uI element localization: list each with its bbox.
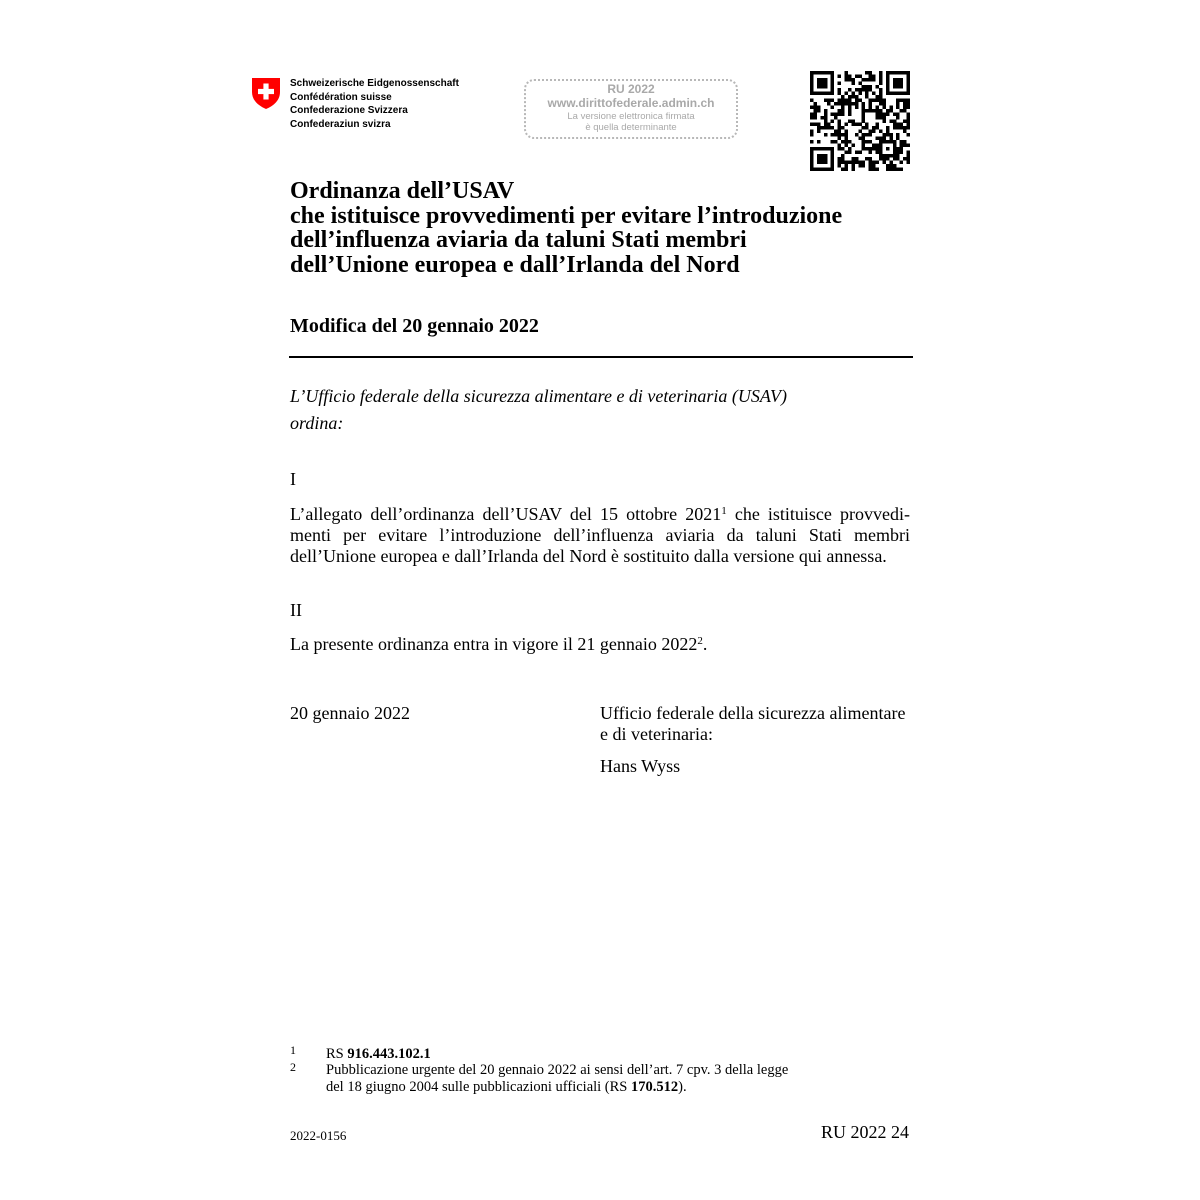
footnote-number-2: 2 (290, 1060, 296, 1074)
title-line: che istituisce provvedimenti per evitare l’introduzione (290, 202, 843, 229)
swiss-cross-icon (251, 77, 281, 110)
signing-authority-line1: Ufficio federale della sicurezza alimentare (600, 703, 906, 723)
footnote-reference-2: 2 (697, 635, 703, 647)
footnote-rs-number: 170.512 (631, 1079, 679, 1095)
footnote-reference-1: 1 (721, 505, 727, 517)
footnote-2-line1: Pubblicazione urgente del 20 gennaio 2022 ai sensi dell’art. 7 cpv. 3 della legge (326, 1062, 789, 1078)
qr-code-modules (810, 71, 910, 171)
footnote-1 (326, 1046, 431, 1063)
document-title (290, 179, 842, 277)
section-number-2: II (290, 600, 302, 620)
paragraph-line: menti per evitare l’introduzione dell’influenza aviaria da taluni Stati membri (290, 525, 910, 545)
footnote-text: ). (678, 1079, 687, 1095)
title-line: dell’Unione europea e dall’Irlanda del Nord (290, 251, 740, 278)
section-number-1: I (290, 469, 296, 489)
footnote-text: RS (326, 1046, 348, 1062)
signature-date: 20 gennaio 2022 (290, 703, 410, 723)
document-number: 2022-0156 (290, 1128, 347, 1143)
footnote-number-1: 1 (290, 1043, 296, 1057)
signing-authority-line2: e di veterinaria: (600, 724, 713, 744)
confederation-name-de: Schweizerische Eidgenossenschaft (290, 78, 459, 89)
confederation-name-rm: Confederaziun svizra (290, 119, 391, 131)
signatory-name: Hans Wyss (600, 756, 681, 776)
paragraph-text: L’allegato dell’ordinanza dell’USAV del 15 ottobre 2021 (290, 504, 722, 524)
paragraph-text: che istituisce provvedi- (726, 504, 910, 524)
qr-code-icon (810, 71, 910, 171)
electronic-version-stamp (524, 79, 738, 139)
stamp-note-line1: La versione elettronica firmata (567, 111, 695, 122)
stamp-note-line2: è quella determinante (585, 122, 677, 133)
section-2-paragraph (290, 634, 707, 655)
preamble-decree: ordina: (290, 413, 344, 433)
title-line: dell’influenza aviaria da taluni Stati membri (290, 227, 747, 253)
paragraph-text: . (702, 634, 708, 654)
cross-horizontal-bar (258, 89, 274, 94)
title-line: Ordinanza dell’USAV (290, 178, 515, 204)
title-divider (289, 356, 913, 358)
page-reference: RU 2022 24 (820, 1122, 909, 1142)
footnote-rs-number: 916.443.102.1 (347, 1046, 431, 1062)
footnote-2-line2 (326, 1079, 687, 1096)
stamp-website: www.dirittofederale.admin.ch (547, 96, 715, 110)
preamble-authority: L’Ufficio federale della sicurezza alimentare e di veterinaria (USAV) (290, 386, 787, 406)
footnote-text: del 18 giugno 2004 sulle pubblicazioni ufficiali (RS (326, 1079, 631, 1095)
paragraph-line (290, 504, 910, 525)
confederation-name-it: Confederazione Svizzera (290, 105, 408, 117)
section-1-paragraph (290, 504, 910, 567)
paragraph-line: dell’Unione europea e dall’Irlanda del Nord è sostituito dalla versione qui annessa. (290, 546, 887, 566)
confederation-name-fr: Confédération suisse (290, 91, 392, 103)
amendment-date: Modifica del 20 gennaio 2022 (290, 315, 539, 337)
confederation-name-block (290, 77, 459, 132)
paragraph-text: La presente ordinanza entra in vigore il 21 gennaio 2022 (290, 634, 698, 654)
stamp-collection: RU 2022 (607, 82, 655, 96)
